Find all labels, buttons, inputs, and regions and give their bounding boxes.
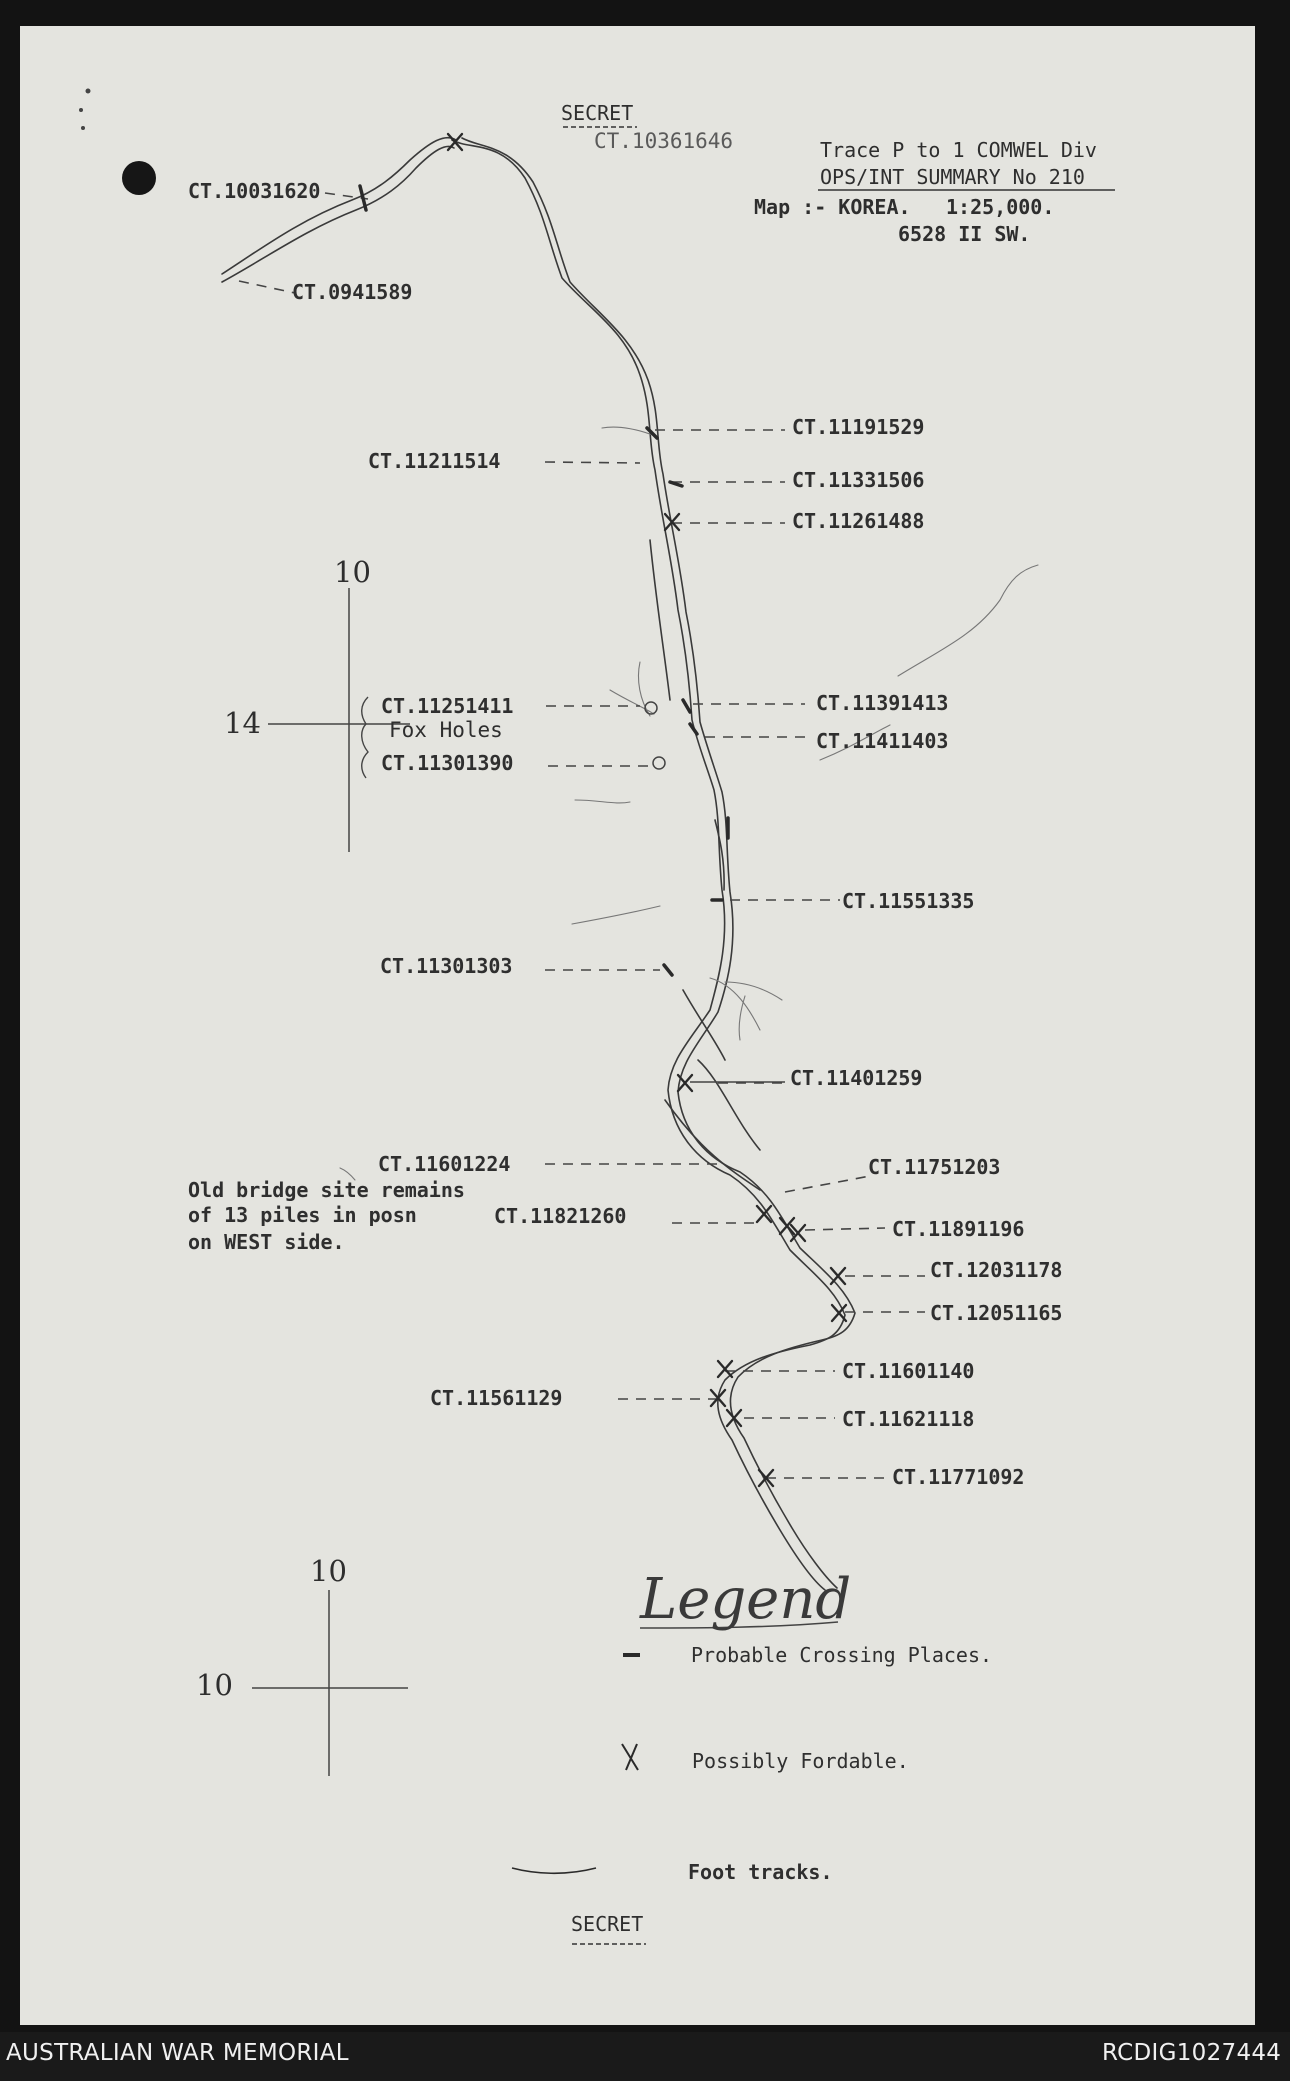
grid-ref-label: CT.11301303 [380, 954, 513, 978]
grid-ref-label: CT.11191529 [792, 415, 925, 439]
upper-easting-label: 10 [334, 555, 371, 589]
ink-speck [81, 126, 85, 130]
document-reference: CT.10361646 [594, 129, 734, 153]
grid-ref-label: CT.12051165 [930, 1301, 1063, 1325]
grid-ref-label: CT.11771092 [892, 1465, 1025, 1489]
secret-stamp-bottom: SECRET [571, 1912, 644, 1936]
lower-northing-label: 10 [196, 1668, 233, 1702]
grid-ref-label: CT.11211514 [368, 449, 501, 473]
grid-ref-label: CT.11821260 [494, 1204, 627, 1228]
ink-speck [86, 89, 91, 94]
grid-ref-label: CT.11601140 [842, 1359, 975, 1383]
fox-holes-note: Fox Holes [389, 718, 503, 742]
map-scale: 1:25,000. [946, 195, 1055, 219]
secret-stamp-top: SECRET [561, 101, 634, 125]
grid-ref-label: CT.11891196 [892, 1217, 1025, 1241]
grid-ref-label: CT.11251411 [381, 694, 514, 718]
legend-track-symbol [512, 1868, 596, 1873]
bridge-note-line: on WEST side. [188, 1230, 345, 1254]
legend-fordable-symbol [622, 1744, 638, 1770]
fordable-marks [448, 134, 846, 1486]
grid-ref-label: CT.11621118 [842, 1407, 975, 1431]
fox-hole-brace [362, 697, 368, 778]
grid-ref-label: CT.11261488 [792, 509, 925, 533]
legend-title: Legend [640, 1567, 852, 1632]
footer-catalogue-id: RCDIG1027444 [1102, 2040, 1282, 2066]
bridge-note-line: of 13 piles in posn [188, 1203, 417, 1227]
grid-ref-label: CT.12031178 [930, 1258, 1063, 1282]
tributaries [340, 427, 1038, 1180]
grid-ref-label: CT.11331506 [792, 468, 925, 492]
grid-ref-label: CT.11401259 [790, 1066, 923, 1090]
lower-easting-label: 10 [310, 1554, 347, 1588]
fox-hole-marker [653, 757, 665, 769]
bridge-note-line: Old bridge site remains [188, 1178, 465, 1202]
grid-ref-label: CT.11301390 [381, 751, 514, 775]
grid-ref-label: CT.10031620 [188, 179, 321, 203]
footer-institution: AUSTRALIAN WAR MEMORIAL [6, 2040, 349, 2066]
grid-ref-label: CT.11561129 [430, 1386, 563, 1410]
punch-hole [122, 161, 156, 195]
grid-ref-label: CT.11751203 [868, 1155, 1001, 1179]
map-label: Map :- KOREA. [754, 195, 911, 219]
upper-northing-label: 14 [224, 706, 261, 740]
legend-tracks-label: Foot tracks. [688, 1860, 833, 1884]
river-channel [222, 138, 855, 1590]
summary-title: OPS/INT SUMMARY No 210 [820, 165, 1085, 189]
crossing-marks [360, 186, 728, 978]
trace-title: Trace P to 1 COMWEL Div [820, 138, 1097, 162]
ink-speck [79, 108, 83, 112]
grid-ref-label: CT.11411403 [816, 729, 949, 753]
legend-crossing-label: Probable Crossing Places. [691, 1643, 993, 1667]
grid-ref-label: CT.11601224 [378, 1152, 511, 1176]
grid-ref-label: CT.11551335 [842, 889, 975, 913]
map-sheet: 6528 II SW. [898, 222, 1031, 246]
leader-lines [239, 193, 925, 1478]
grid-ref-label: CT.11391413 [816, 691, 949, 715]
legend-fordable-label: Possibly Fordable. [692, 1749, 909, 1773]
grid-ref-label: CT.0941589 [292, 280, 413, 304]
